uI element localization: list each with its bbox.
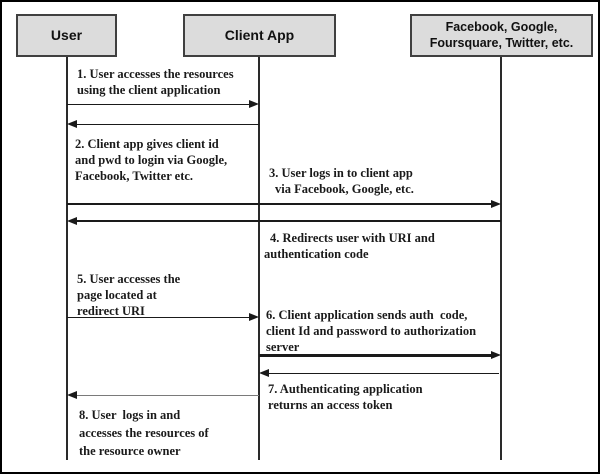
message-text-7: 7. Authenticating application returns an access token — [268, 382, 423, 412]
message-text-1: 1. User accesses the resources using the client application — [77, 67, 234, 97]
arrowhead-right-icon — [249, 100, 259, 108]
lifeline-user — [66, 57, 68, 460]
arrowhead-right-icon — [249, 313, 259, 321]
message-arrow-3 — [67, 200, 501, 208]
arrow-shaft — [74, 220, 501, 222]
actor-box-auth-providers — [410, 14, 593, 57]
arrowhead-right-icon — [491, 200, 501, 208]
message-text-6: 6. Client application sends auth code, client Id and password to authorization server — [266, 308, 477, 354]
message-arrow-4 — [67, 217, 501, 225]
message-arrow-1 — [67, 100, 259, 108]
actor-label: Client App — [224, 26, 295, 43]
message-arrow-7 — [259, 369, 499, 377]
arrowhead-right-icon — [491, 351, 501, 359]
message-text-4: 4. Redirects user with URI and authentication code — [264, 231, 435, 261]
lifeline-client-app — [258, 57, 260, 460]
arrowhead-left-icon — [67, 120, 77, 128]
message-text-2: 2. Client app gives client id and pwd to login via Google, Facebook, Twitter etc. — [75, 137, 228, 183]
arrow-shaft — [67, 203, 494, 205]
message-text-3: 3. User logs in to client app via Facebook, Google, etc. — [269, 166, 414, 196]
arrowhead-left-icon — [67, 391, 77, 399]
actor-label: User — [50, 26, 83, 43]
message-arrow-2 — [67, 120, 259, 128]
message-arrow-8 — [67, 391, 259, 399]
arrow-shaft — [74, 124, 259, 125]
arrow-shaft — [74, 395, 259, 396]
message-text-8: 8. User logs in and accesses the resources of the resource owner — [79, 408, 209, 458]
actor-label-line: Facebook, Google, — [445, 19, 558, 34]
arrow-shaft — [266, 373, 499, 374]
arrow-shaft — [67, 104, 252, 105]
actor-label-line: Foursquare, Twitter, etc. — [429, 35, 574, 50]
lifeline-auth-providers — [500, 57, 502, 460]
actor-box-user — [16, 14, 117, 57]
message-text-5: 5. User accesses the page located at redirect URI — [77, 272, 181, 318]
actor-box-client-app — [183, 14, 336, 57]
arrowhead-left-icon — [259, 369, 269, 377]
arrowhead-left-icon — [67, 217, 77, 225]
